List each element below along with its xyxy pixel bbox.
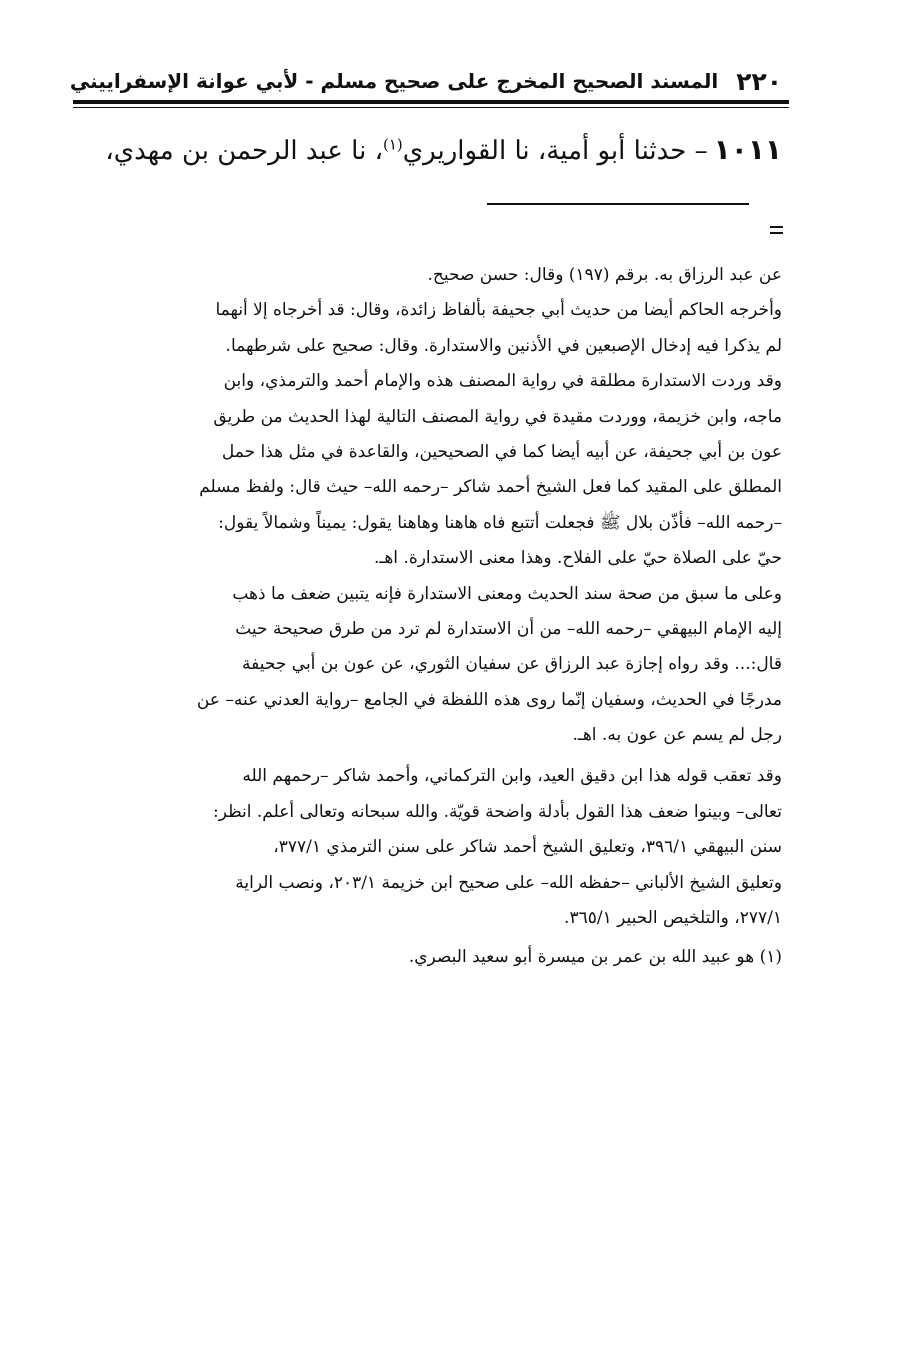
footnote-text: هو عبيد الله بن عمر بن ميسرة أبو سعيد البصري. [408,947,755,968]
note-line: إليه الإمام البيهقي –رحمه الله– من أن الاستدارة لم ترد من طرق صحيحة حيث [235,618,782,639]
note-line: حيّ على الصلاة حيّ على الفلاح. وهذا معنى الاستدارة. اهـ. [373,548,782,569]
header-rule-thick [73,100,789,104]
note-line: مدرجًا في الحديث، وسفيان إنّما روى هذه اللفظة في الجامع –رواية العدني عنه– عن [196,689,782,710]
note-line: المطلق على المقيد كما فعل الشيخ أحمد شاكر –رحمه الله– حيث قال: ولفظ مسلم [199,477,782,498]
note-line: قال:... وقد رواه إجازة عبد الرزاق عن سفيان الثوري، عن عون بن أبي جحيفة [242,654,782,675]
hadith-text-part-2: ، نا عبد الرحمن بن مهدي، [105,136,383,166]
note-line: رجل لم يسم عن عون به. اهـ. [572,725,782,746]
note-line: تعالى– وبينوا ضعف هذا القول بأدلة واضحة قويّة. والله سبحانه وتعالى أعلم. انظر: [212,801,782,822]
note-line: عون بن أبي جحيفة، عن أبيه أيضا كما في الصحيحين، والقاعدة في مثل هذا حمل [221,441,782,462]
note-line: سنن البيهقي ٣٩٦/١، وتعليق الشيخ أحمد شاكر على سنن الترمذي ٣٧٧/١، [273,837,782,858]
note-line: ماجه، وابن خزيمة، ووردت مقيدة في رواية المصنف التالية لهذا الحديث من طريق [213,406,782,427]
note-line: لم يذكرا فيه إدخال الإصبعين في الأذنين والاستدارة. وقال: صحيح على شرطهما. [225,335,782,356]
footnote-continuation [78,258,782,976]
note-line: وقد وردت الاستدارة مطلقة في رواية المصنف هذه والإمام أحمد والترمذي، وابن [223,371,782,392]
note-line: وتعليق الشيخ الألباني –حفظه الله– على صحيح ابن خزيمة ٢٠٣/١، ونصب الراية [235,872,782,893]
note-line: ٢٧٧/١، والتلخيص الحبير ٣٦٥/١. [564,908,782,929]
note-line: وقد تعقب قوله هذا ابن دقيق العيد، وابن التركماني، وأحمد شاكر –رحمهم الله [242,766,782,787]
continuation-mark [770,226,783,234]
footnote-marker: (١) [759,947,782,968]
hadith-number: ١٠١١ [713,133,782,166]
book-title: المسند الصحيح المخرج على صحيح مسلم - لأبي عوانة الإسفراييني [69,69,719,93]
hadith-line [70,125,782,175]
page-number: ٢٢٠ [736,66,782,96]
note-line: –رحمه الله– فأذّن بلال ﷺ فجعلت أتتبع فاه هاهنا وهاهنا يقول: يميناً وشمالاً يقول: [218,512,782,533]
hadith-text-part-1: – حدثنا أبو أمية، نا القواريري [402,136,708,166]
footnote-1 [78,940,782,975]
footnote-separator [487,203,749,205]
header-rule-thin [73,107,789,108]
note-line: وأخرجه الحاكم أيضا من حديث أبي جحيفة بألفاظ زائدة، وقال: قد أخرجاه إلا أنهما [215,300,782,321]
running-head [69,62,782,100]
note-line: عن عبد الرزاق به. برقم (١٩٧) وقال: حسن صحيح. [427,265,782,285]
note-line: وعلى ما سبق من صحة سند الحديث ومعنى الاستدارة فإنه يتبين ضعف ما ذهب [232,583,782,604]
footnote-reference[interactable]: (١) [382,135,403,154]
